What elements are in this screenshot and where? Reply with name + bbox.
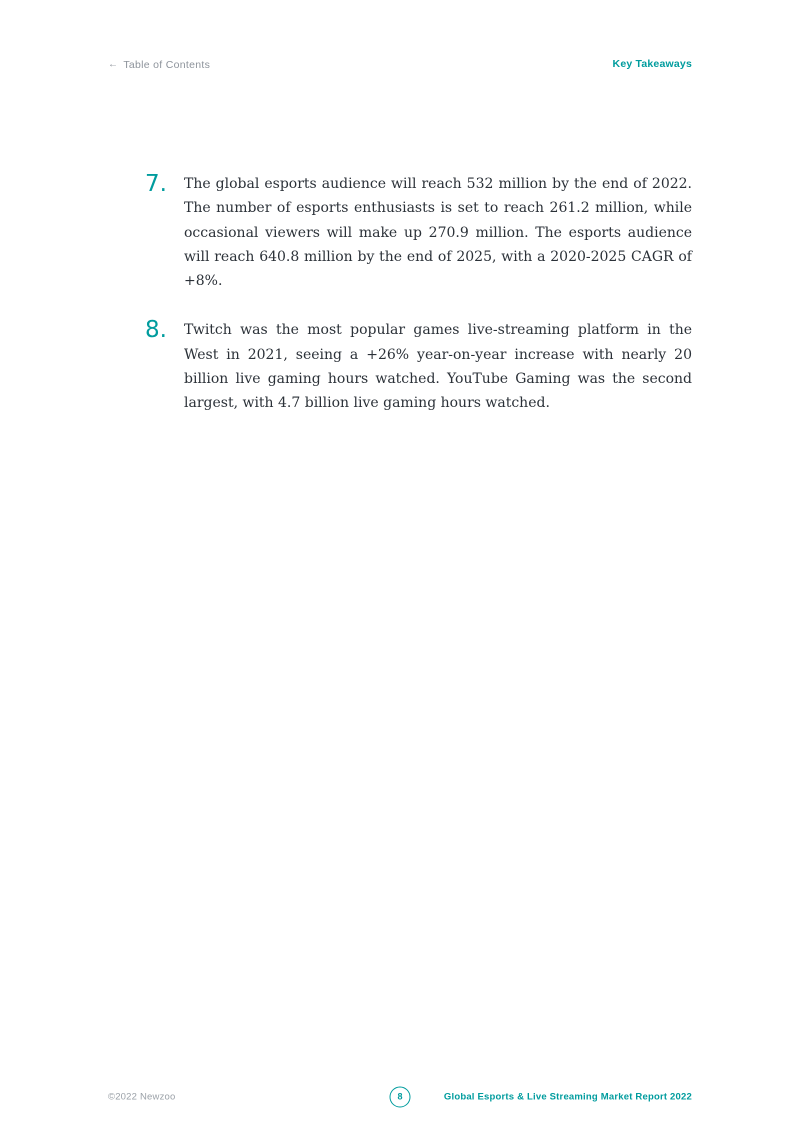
section-label: Key Takeaways	[612, 58, 692, 70]
takeaway-text: The global esports audience will reach 532 million by the end of 2022. The number of esports enthusiasts is set to reach 261.2 million, while occasional viewers will make up 270.9 million. The esports audience will reach 640.8 million by the end of 2025, with a 2020-2025 CAGR of +8%.	[184, 176, 692, 290]
report-title: Global Esports & Live Streaming Market Report 2022	[443, 1091, 692, 1102]
table-of-contents-label: Table of Contents	[123, 59, 211, 71]
table-of-contents-link[interactable]	[108, 59, 210, 71]
takeaway-number: 8.	[145, 317, 167, 344]
page-number: 8	[397, 1091, 403, 1102]
takeaway-item-7	[145, 172, 692, 293]
back-arrow-icon: ←	[108, 59, 119, 70]
page-number-badge	[390, 1086, 411, 1107]
takeaway-number: 7.	[145, 171, 167, 197]
page-footer	[108, 1086, 692, 1107]
takeaway-item-8	[145, 318, 692, 415]
takeaways-list	[145, 172, 692, 441]
page-header	[108, 58, 692, 71]
takeaway-text: Twitch was the most popular games live-streaming platform in the West in 2021, seeing a +26% year-on-year increase with nearly 20 billion live gaming hours watched. YouTube Gaming was the second largest, with 4.7 billion live gaming hours watched.	[184, 322, 692, 412]
copyright-text: ©2022 Newzoo	[108, 1091, 176, 1102]
